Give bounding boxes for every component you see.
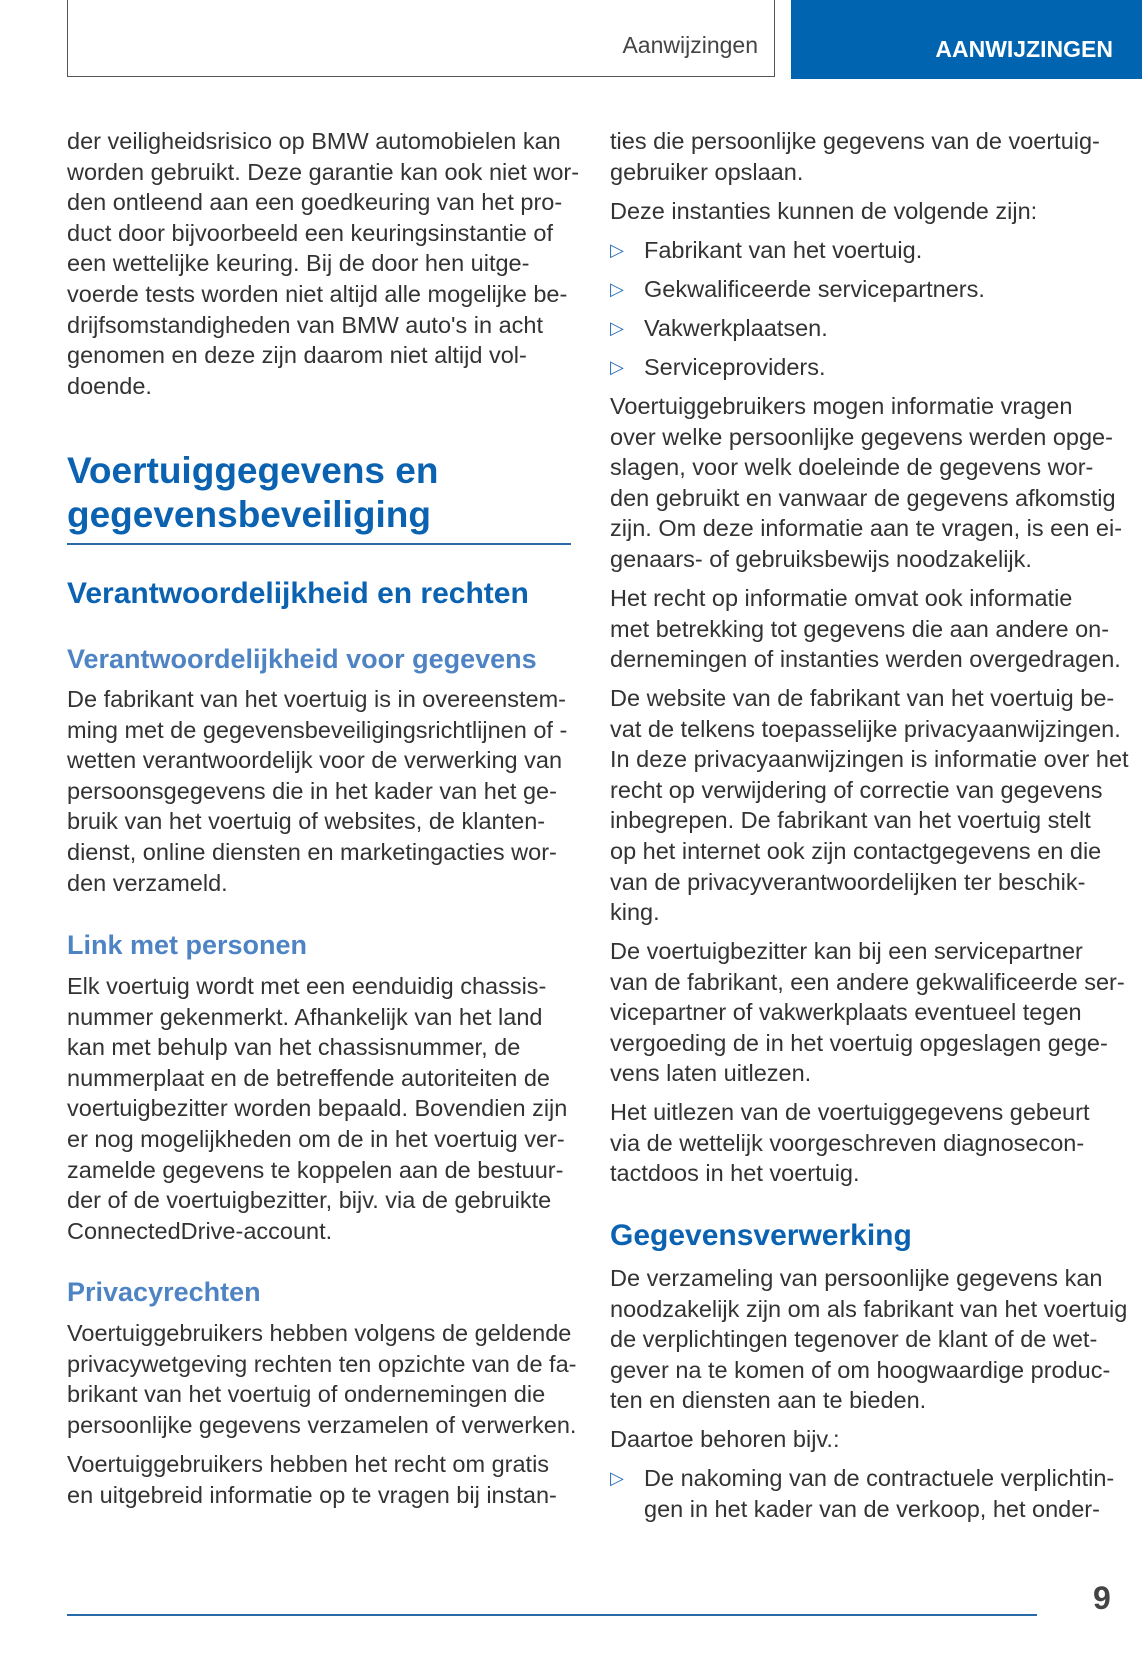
- text-line: brikant van het voertuig of ondernemingen die: [67, 1381, 546, 1408]
- text-line: der of de voertuigbezitter, bijv. via de gebruikte: [67, 1187, 552, 1214]
- text-line: Privacyrechten: [67, 1277, 261, 1307]
- subsection-heading: [610, 1219, 912, 1253]
- triangle-bullet-icon: ▷: [610, 318, 624, 338]
- text-line: doende.: [67, 372, 152, 399]
- text-line: Voertuiggebruikers mogen informatie vragen: [610, 393, 1073, 419]
- chapter-tab: [791, 0, 1142, 79]
- text-line: genaars- of gebruiksbewijs noodzakelijk.: [610, 545, 1032, 572]
- paragraph: [610, 1263, 1127, 1416]
- text-line: Elk voertuig wordt met een eenduidig chassis-: [67, 973, 547, 999]
- text-line: Fabrikant van het voertuig.: [644, 237, 923, 263]
- text-line: Voertuiggegevens en: [67, 450, 439, 491]
- text-line: gever na te komen of om hoogwaardige produc-: [610, 1356, 1111, 1383]
- text-line: via de wettelijk voorgeschreven diagnosecon-: [610, 1129, 1085, 1156]
- text-line: recht op verwijdering of correctie van gegevens: [610, 776, 1103, 803]
- text-line: vergoeding de in het voertuig opgeslagen gege-: [610, 1029, 1108, 1056]
- text-line: Verantwoordelijkheid voor gegevens: [67, 644, 537, 674]
- text-line: Daartoe behoren bijv.:: [610, 1426, 840, 1452]
- text-line: Link met personen: [67, 930, 308, 960]
- paragraph: [67, 1449, 557, 1510]
- text-line: king.: [610, 899, 660, 926]
- text-line: van de privacyverantwoordelijken ter beschik-: [610, 868, 1086, 895]
- section-title: Aanwijzingen: [622, 32, 758, 58]
- text-line: Voertuiggebruikers hebben volgens de geldende: [67, 1320, 572, 1346]
- text-line: Het uitlezen van de voertuiggegevens gebeurt: [610, 1099, 1090, 1125]
- text-line: den gebruikt en vanwaar de gegevens afkomstig: [610, 484, 1116, 511]
- text-line: Voertuiggebruikers hebben het recht om gratis: [67, 1451, 550, 1477]
- text-line: gebruiker opslaan.: [610, 158, 804, 185]
- triangle-bullet-icon: ▷: [610, 279, 624, 299]
- text-line: tactdoos in het voertuig.: [610, 1160, 860, 1187]
- bullet-item: [610, 1463, 1114, 1524]
- text-line: gen in het kader van de verkoop, het onder-: [644, 1495, 1100, 1522]
- paragraph: [610, 1097, 1089, 1189]
- text-line: Vakwerkplaatsen.: [644, 315, 828, 341]
- text-line: duct door bijvoorbeeld een keuringsinstantie of: [67, 219, 553, 246]
- text-line: den verzameld.: [67, 869, 228, 896]
- text-line: den ontleend aan een goedkeuring van het pro-: [67, 189, 563, 216]
- text-line: Het recht op informatie omvat ook informatie: [610, 585, 1073, 611]
- text-line: Serviceproviders.: [644, 354, 826, 380]
- text-line: bruik van het voertuig of websites, de klanten-: [67, 808, 546, 835]
- heading-underline: [67, 543, 571, 545]
- topic-heading: [67, 929, 307, 961]
- text-line: op het internet ook zijn contactgegevens en die: [610, 837, 1102, 864]
- text-line: privacywetgeving rechten ten opzichte van de fa-: [67, 1350, 577, 1377]
- paragraph: [610, 391, 1122, 575]
- text-line: De website van de fabrikant van het voertuig be-: [610, 685, 1115, 711]
- text-line: ties die persoonlijke gegevens van de voertuig-: [610, 128, 1100, 154]
- footer-rule: [67, 1614, 1037, 1616]
- text-line: dienst, online diensten en marketingacties wor-: [67, 838, 557, 865]
- text-line: Verantwoordelijkheid en rechten: [67, 577, 529, 610]
- text-line: de verplichtingen tegenover de klant of de wet-: [610, 1326, 1098, 1353]
- bullet-item: [610, 313, 828, 344]
- paragraph: [610, 1424, 839, 1455]
- bullet-item: [610, 352, 826, 383]
- paragraph: [67, 684, 567, 898]
- text-line: De verzameling van persoonlijke gegevens kan: [610, 1265, 1103, 1291]
- text-line: genomen en deze zijn daarom niet altijd vol-: [67, 342, 527, 369]
- chapter-title: AANWIJZINGEN: [935, 36, 1113, 62]
- text-line: zijn. Om deze informatie aan te vragen, is een ei-: [610, 515, 1123, 542]
- text-line: ming met de gegevensbeveiligingsrichtlijnen of -: [67, 716, 568, 743]
- text-line: ten en diensten aan te bieden.: [610, 1387, 927, 1414]
- paragraph: [610, 126, 1100, 187]
- text-line: vens laten uitlezen.: [610, 1060, 812, 1087]
- text-line: ConnectedDrive-account.: [67, 1217, 333, 1244]
- text-line: In deze privacyaanwijzingen is informatie over het: [610, 746, 1129, 773]
- text-line: drijfsomstandigheden van BMW auto's in acht: [67, 311, 544, 338]
- text-line: zamelde gegevens te koppelen aan de bestuur-: [67, 1156, 564, 1183]
- text-line: De voertuigbezitter kan bij een servicepartner: [610, 938, 1083, 964]
- text-line: De nakoming van de contractuele verplichtin-: [644, 1465, 1115, 1491]
- text-line: en uitgebreid informatie op te vragen bij instan-: [67, 1481, 557, 1508]
- text-line: wetten verantwoordelijk voor de verwerking van: [67, 747, 563, 774]
- text-line: slagen, voor welk doeleinde de gegevens wor-: [610, 454, 1094, 481]
- paragraph: [610, 683, 1129, 928]
- text-line: De fabrikant van het voertuig is in overeenstem-: [67, 686, 566, 712]
- text-line: Gekwalificeerde servicepartners.: [644, 276, 985, 302]
- text-line: nummer gekenmerkt. Afhankelijk van het land: [67, 1003, 543, 1030]
- text-line: kan met behulp van het chassisnummer, de: [67, 1034, 521, 1061]
- text-line: voertuigbezitter worden bepaald. Bovendien zijn: [67, 1095, 568, 1122]
- topic-heading: [67, 1276, 261, 1308]
- text-line: inbegrepen. De fabrikant van het voertuig stelt: [610, 807, 1091, 834]
- section-heading: [67, 449, 438, 537]
- page-number: 9: [1093, 1580, 1111, 1616]
- triangle-bullet-icon: ▷: [610, 1468, 624, 1488]
- topic-heading: [67, 643, 537, 675]
- text-line: dernemingen of instanties werden overgedragen.: [610, 646, 1121, 673]
- text-line: vicepartner of vakwerkplaats eventueel tegen: [610, 999, 1082, 1026]
- paragraph: [67, 1318, 576, 1440]
- paragraph: [610, 196, 1037, 227]
- text-line: nummerplaat en de betreffende autoriteiten de: [67, 1064, 550, 1091]
- text-line: Deze instanties kunnen de volgende zijn:: [610, 198, 1038, 224]
- text-line: persoonlijke gegevens verzamelen of verwerken.: [67, 1411, 577, 1438]
- text-line: over welke persoonlijke gegevens werden opge-: [610, 423, 1113, 450]
- paragraph: [67, 126, 579, 401]
- text-line: met betrekking tot gegevens die aan andere on-: [610, 615, 1110, 642]
- text-line: Gegevensverwerking: [610, 1219, 912, 1252]
- text-line: persoonsgegevens die in het kader van het ge-: [67, 777, 557, 804]
- text-line: der veiligheidsrisico op BMW automobielen kan: [67, 128, 561, 154]
- triangle-bullet-icon: ▷: [610, 240, 624, 260]
- text-line: een wettelijke keuring. Bij de door hen uitge-: [67, 250, 530, 277]
- text-line: noodzakelijk zijn om als fabrikant van het voertuig: [610, 1295, 1128, 1322]
- subsection-heading: [67, 577, 529, 611]
- text-line: voerde tests worden niet altijd alle mogelijke be-: [67, 280, 568, 307]
- bullet-item: [610, 274, 985, 305]
- text-line: gegevensbeveiliging: [67, 494, 431, 535]
- paragraph: [610, 583, 1121, 675]
- text-line: vat de telkens toepasselijke privacyaanwijzingen.: [610, 715, 1121, 742]
- text-line: worden gebruikt. Deze garantie kan ook niet wor-: [67, 158, 580, 185]
- paragraph: [610, 936, 1125, 1089]
- paragraph: [67, 971, 567, 1246]
- bullet-item: [610, 235, 922, 266]
- text-line: van de fabrikant, een andere gekwalificeerde ser-: [610, 968, 1125, 995]
- triangle-bullet-icon: ▷: [610, 357, 624, 377]
- text-line: er nog mogelijkheden om de in het voertuig ver-: [67, 1125, 565, 1152]
- running-header: [67, 0, 775, 77]
